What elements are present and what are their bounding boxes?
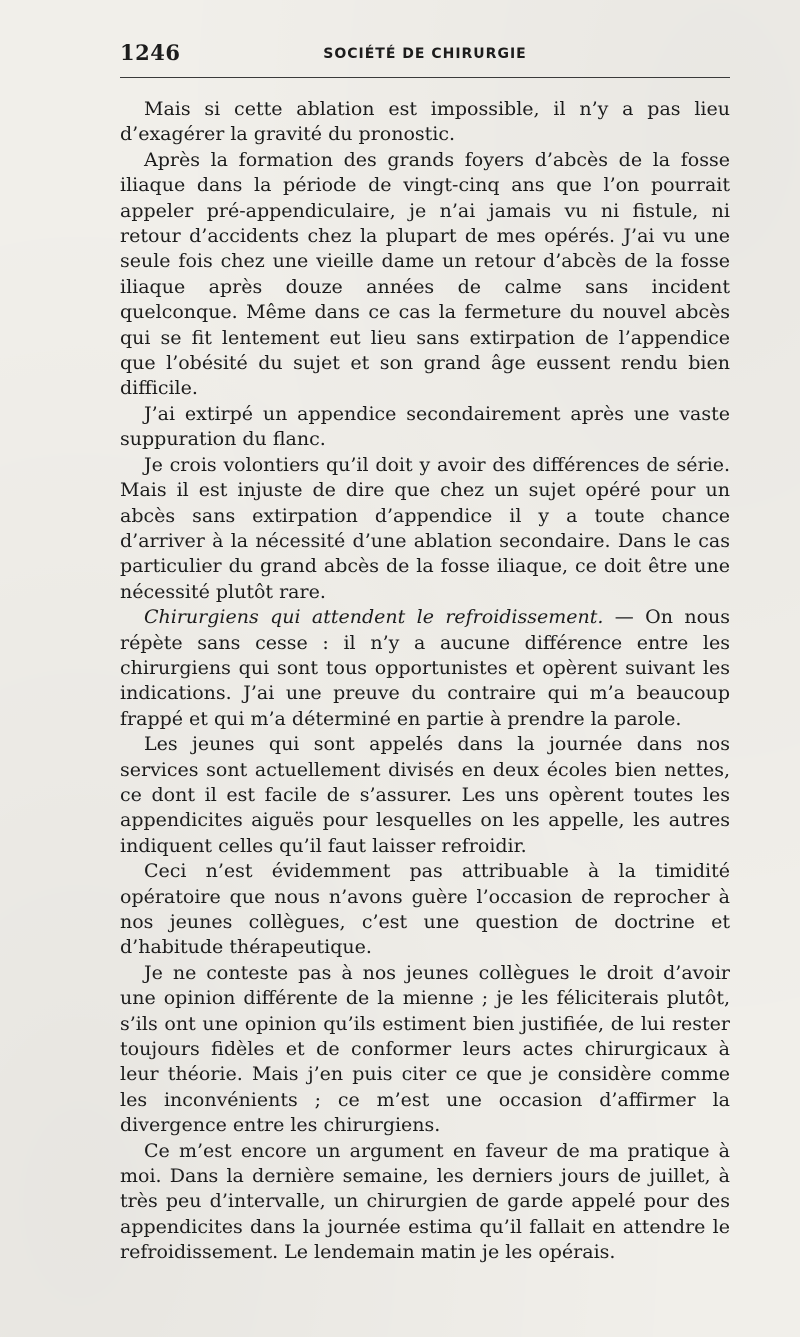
paragraph-7: Ceci n’est évidemment pas attribuable à la timidité opératoire que nous n’avons guère l’occasion de reprocher à nos jeunes collègues, c’est une question de doctrine et d’habitude thérapeutique.	[120, 860, 730, 959]
body-text	[120, 97, 730, 1266]
paragraph-4: Je crois volontiers qu’il doit y avoir des différences de série. Mais il est injuste de dire que chez un sujet opéré pour un abcès sans extirpation d’appendice il y a toute chance d’arriver à la nécessité d’une ablation secondaire. Dans le cas particulier du grand abcès de la fosse iliaque, ce doit être une nécessité plutôt rare.	[120, 453, 730, 603]
page-header	[120, 40, 730, 70]
paragraph-2: Après la formation des grands foyers d’abcès de la fosse iliaque dans la période de vingt-cinq ans que l’on pourrait appeler pré-appendiculaire, je n’ai jamais vu ni fistule, ni retour d’accidents chez la plupart de mes opérés. J’ai vu une seule fois chez une vieille dame un retour d’abcès de la fosse iliaque après douze années de calme sans incident quelconque. Même dans ce cas la fermeture du nouvel abcès qui se fit lentement eut lieu sans extirpation de l’appendice que l’obésité du sujet et son grand âge eussent rendu bien difficile.	[120, 148, 730, 400]
page-number: 1246	[120, 40, 181, 65]
paragraph-5-text: — On nous répète sans cesse : il n’y a aucune différence entre les chirurgiens qui sont tous opportunistes et opèrent suivant les indications. J’ai une preuve du contraire qui m’a beaucoup frappé et qui m’a déterminé en partie à prendre la parole.	[120, 606, 730, 730]
paragraph-5	[120, 605, 730, 732]
header-rule	[120, 77, 730, 78]
section-heading-italic: Chirurgiens qui attendent le refroidissement.	[144, 606, 604, 629]
paragraph-3: J’ai extirpé un appendice secondairement après une vaste suppuration du flanc.	[120, 402, 730, 451]
paragraph-6: Les jeunes qui sont appelés dans la journée dans nos services sont actuellement divisés en deux écoles bien nettes, ce dont il est facile de s’assurer. Les uns opèrent toutes les appendicites aiguës pour lesquelles on les appelle, les autres indiquent celles qu’il faut laisser refroidir.	[120, 733, 730, 857]
paragraph-9: Ce m’est encore un argument en faveur de ma pratique à moi. Dans la dernière semaine, les derniers jours de juillet, à très peu d’intervalle, un chirurgien de garde appelé pour des appendicites dans la journée estima qu’il fallait en attendre le refroidissement. Le lendemain matin je les opérais.	[120, 1139, 730, 1264]
paragraph-1: Mais si cette ablation est impossible, il n’y a pas lieu d’exagérer la gravité du pronostic.	[120, 98, 730, 146]
paragraph-8: Je ne conteste pas à nos jeunes collègues le droit d’avoir une opinion différente de la mienne ; je les féliciterais plutôt, s’ils ont une opinion qu’ils estiment bien justifiée, de lui rester toujours fidèles et de conformer leurs actes chirurgicaux à leur théorie. Mais j’en puis citer ce que je considère comme les inconvénients ; ce m’est une occasion d’affirmer la divergence entre les chirurgiens.	[120, 961, 730, 1137]
running-title: SOCIÉTÉ DE CHIRURGIE	[323, 46, 527, 62]
